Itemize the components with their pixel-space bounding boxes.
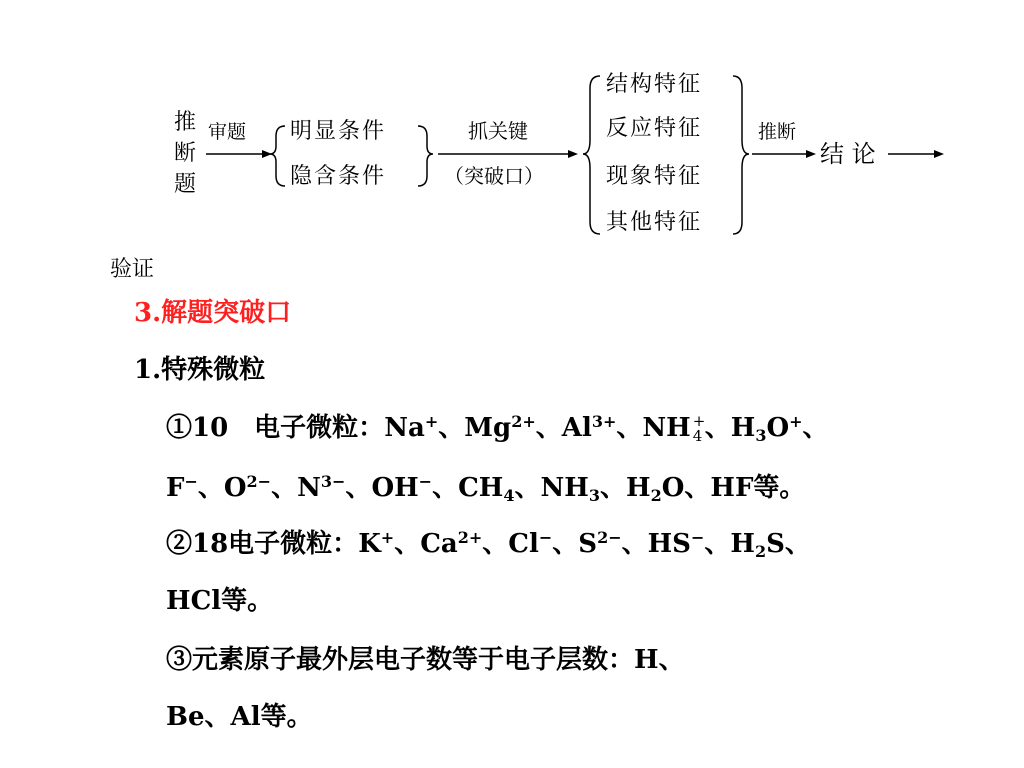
arrow-label-review: 审题 — [208, 121, 247, 143]
start-char-3: 题 — [174, 172, 197, 197]
condition-implicit: 隐含条件 — [290, 164, 387, 189]
start-char-1: 推 — [174, 110, 197, 135]
breakthrough-label: （突破口） — [444, 164, 544, 188]
verify-label: 验证 — [110, 257, 155, 282]
sub-title: 1.特殊微粒 — [134, 355, 266, 385]
breakthrough-key: 抓关键 — [468, 119, 528, 143]
item3-line1: ③元素原子最外层电子数等于电子层数：H、 — [166, 645, 685, 675]
item1-line1: ①10 电子微粒：Na+、$Mg^{2+}$、$Al^{3+}$、NH + 4 、$H_3O^+$、 — [166, 412, 829, 445]
item3-line2: Be、Al等。 — [166, 702, 313, 732]
feature-reaction: 反应特征 — [606, 116, 703, 141]
item1-line2: F−、$O^{2-}$、$N^{3-}$、OH−、$CH_4$、$NH_3$、$H_2O$、HF等。 — [166, 472, 806, 505]
item2-line1: ②18电子微粒：K+、$Ca^{2+}$、Cl−、$S^{2-}$、HS−、$H_2S$、 — [166, 528, 811, 561]
arrow-label-infer: 推断 — [758, 121, 797, 143]
start-char-2: 断 — [174, 141, 197, 166]
section-title: 3.解题突破口 — [134, 298, 292, 328]
item1-head: ①10 电子微粒： — [166, 413, 385, 443]
item2-line2: HCl等。 — [166, 586, 274, 616]
feature-structure: 结构特征 — [606, 72, 703, 97]
conclusion: 结 论 — [820, 140, 876, 168]
feature-other: 其他特征 — [606, 210, 703, 235]
condition-explicit: 明显条件 — [290, 119, 387, 144]
item2-head: ②18电子微粒： — [166, 529, 359, 559]
feature-phenomenon: 现象特征 — [606, 164, 703, 189]
